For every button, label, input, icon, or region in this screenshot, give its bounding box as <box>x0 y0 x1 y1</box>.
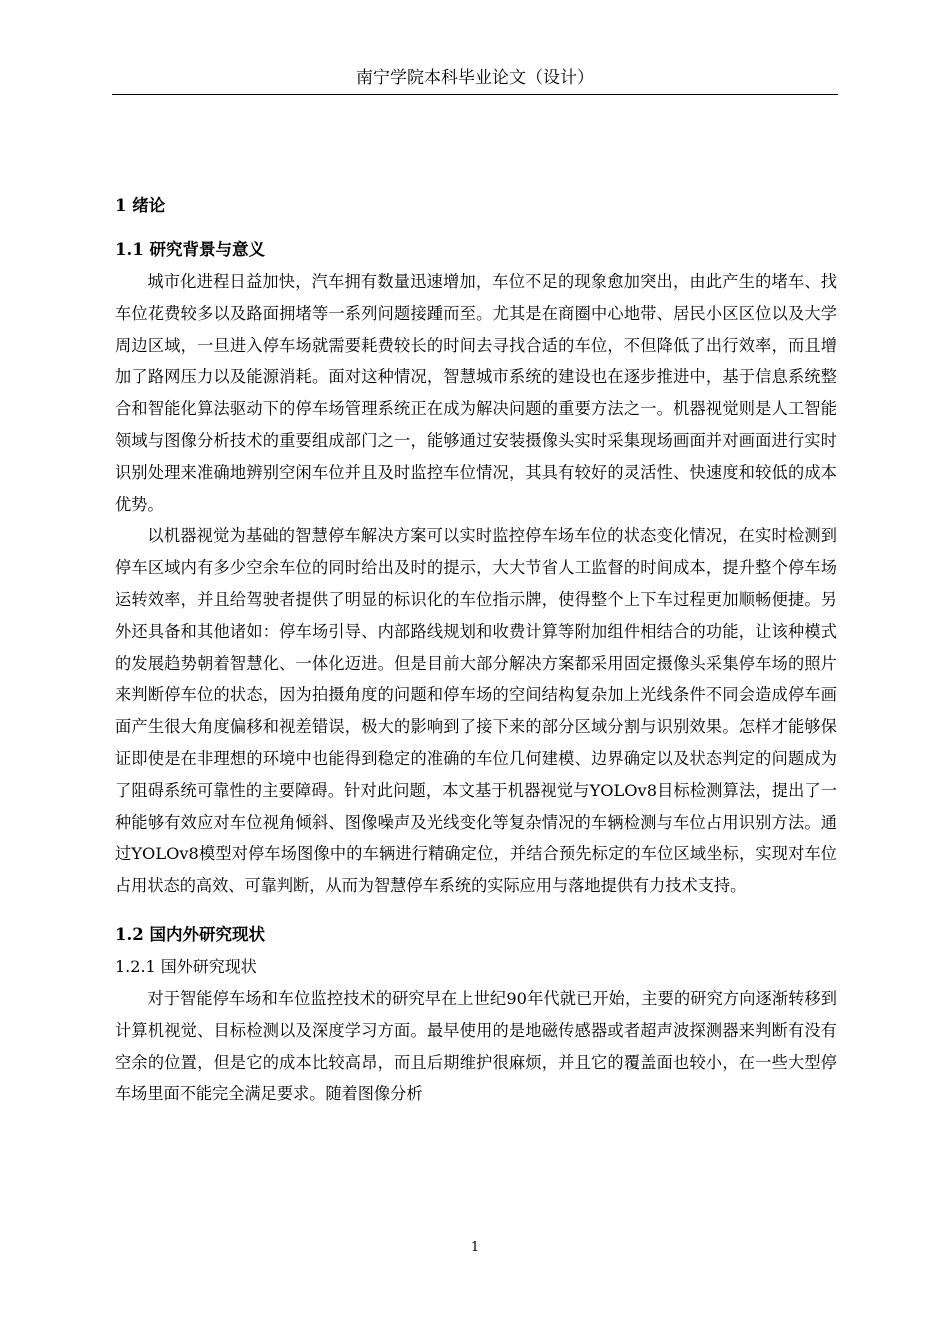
header-title: 南宁学院本科毕业论文（设计） <box>356 68 594 88</box>
section-title-1-1: 1.1 研究背景与意义 <box>115 240 265 259</box>
section-title-1-2: 1.2 国内外研究现状 <box>115 924 265 944</box>
subsection-title-1-2-1: 1.2.1 国外研究现状 <box>115 956 257 976</box>
paragraph: 城市化进程日益加快，汽车拥有数量迅速增加，车位不足的现象愈加突出，由此产生的堵车、找车位花费较多以及路面拥堵等一系列问题接踵而至。尤其是在商圈中心地带、居民小区区位以及大学周边区域，一旦进入停车场就需要耗费较长的时间去寻找合适的车位，不但降低了出行效率，而且增加了路网压力以及能源消耗。面对这种情况，智慧城市系统的建设也在逐步推进中，基于信息系统整合和智能化算法驱动下的停车场管理系统正在成为解决问题的重要方法之一。机器视觉则是人工智能领域与图像分析技术的重要组成部门之一，能够通过安装摄像头实时采集现场画面并对画面进行实时识别处理来准确地辨别空闲车位并且及时监控车位情况，其具有较好的灵活性、快速度和较低的成本优势。 <box>115 272 837 514</box>
page-number: 1 <box>470 1240 480 1255</box>
page-header <box>112 66 838 95</box>
chapter-title: 1 绪论 <box>115 196 166 215</box>
paragraph: 对于智能停车场和车位监控技术的研究早在上世纪90年代就已开始，主要的研究方向逐渐转移到计算机视觉、目标检测以及深度学习方面。最早使用的是地磁传感器或者超声波探测器来判断有没有空余的位置，但是它的成本比较高昂，而且后期维护很麻烦，并且它的覆盖面也较小，在一些大型停车场里面不能完全满足要求。随着图像分析 <box>115 988 837 1104</box>
document-body <box>115 190 837 1110</box>
paragraph: 以机器视觉为基础的智慧停车解决方案可以实时监控停车场车位的状态变化情况，在实时检测到停车区域内有多少空余车位的同时给出及时的提示，大大节省人工监督的时间成本，提升整个停车场运转效率，并且给驾驶者提供了明显的标识化的车位指示牌，使得整个上下车过程更加顺畅便捷。另外还具备和其他诸如：停车场引导、内部路线规划和收费计算等附加组件相结合的功能，让该种模式的发展趋势朝着智慧化、一体化迈进。但是目前大部分解决方案都采用固定摄像头采集停车场的照片来判断停车位的状态，因为拍摄角度的问题和停车场的空间结构复杂加上光线条件不同会造成停车画面产生很大角度偏移和视差错误，极大的影响到了接下来的部分区域分割与识别效果。怎样才能够保证即使是在非理想的环境中也能得到稳定的准确的车位几何建模、边界确定以及状态判定的问题成为了阻碍系统可靠性的主要障碍。针对此问题，本文基于机器视觉与YOLOv8目标检测算法，提出了一种能够有效应对车位视角倾斜、图像噪声及光线变化等复杂情况的车辆检测与车位占用识别方法。通过YOLOv8模型对停车场图像中的车辆进行精确定位，并结合预先标定的车位区域坐标，实现对车位占用状态的高效、可靠判断，从而为智慧停车系统的实际应用与落地提供有力技术支持。 <box>115 526 837 896</box>
